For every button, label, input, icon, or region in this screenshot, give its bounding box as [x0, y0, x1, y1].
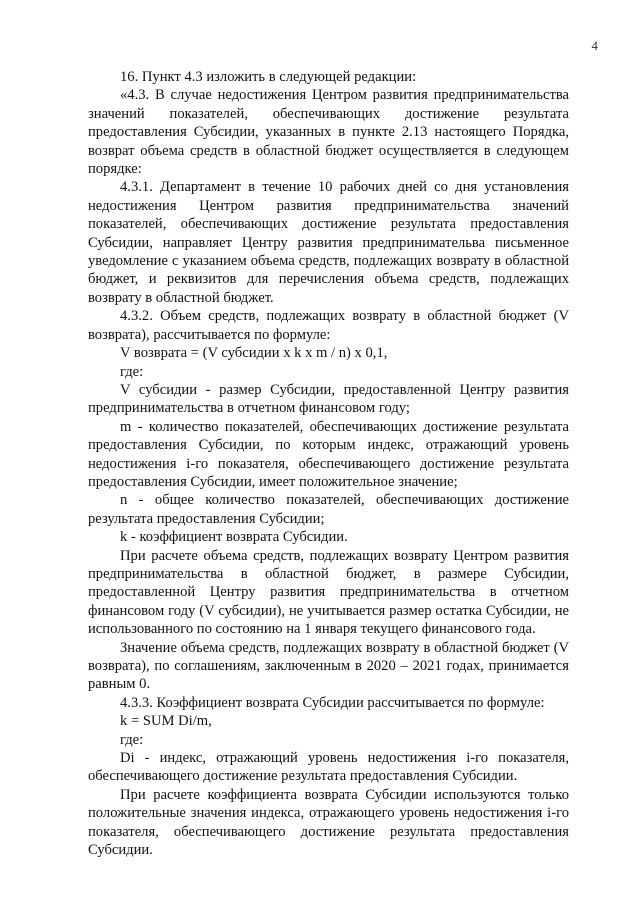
- paragraph-4-3-3: 4.3.3. Коэффициент возврата Субсидии рассчитывается по формуле:: [120, 694, 545, 711]
- paragraph-4-3-1: 4.3.1. Департамент в течение 10 рабочих дней со дня установления недостижения Центром развития предпринимательства значений показателей, обеспечивающих достижение результата предоставления Субсидии, направляет Центру развития предпринимательва письменное уведомление с указанием объема средств, подлежащих возврату в областной бюджет, и реквизитов для перечисления объема средств, подлежащих возврату в областной бюджет.: [88, 179, 569, 306]
- formula-v-return: V возврата = (V субсидии x k x m / n) x 0,1,: [120, 345, 388, 362]
- definition-di: Di - индекс, отражающий уровень недостижения i-го показателя, обеспечивающего достижение результата предоставления Субсидии.: [88, 750, 569, 785]
- paragraph-positive-index: При расчете коэффициента возврата Субсидии используются только положительные значения индекса, отражающего уровень недостижения i-го показателя, обеспечивающего достижение результата предоставления Субсидии.: [88, 786, 569, 859]
- document-body: [88, 68, 569, 859]
- where-label: где:: [120, 363, 144, 380]
- paragraph-subsidy-remainder: При расчете объема средств, подлежащих возврату Центром развития предпринимательства в областной бюджет, в размере Субсидии, предоставленной Центру развития предпринимательства в отчетном финансовом году (V субсидии), не учитывается размер остатка Субсидии, не использованного по состоянию на 1 января текущего финансового года.: [88, 547, 569, 638]
- formula-k: k = SUM Di/m,: [120, 713, 212, 730]
- paragraph-4-3-2: 4.3.2. Объем средств, подлежащих возврату в областной бюджет (V возврата), рассчитывается по формуле:: [88, 308, 569, 343]
- paragraph-item-16: 16. Пункт 4.3 изложить в следующей редакции:: [120, 69, 417, 85]
- definition-n: n - общее количество показателей, обеспечивающих достижение результата предоставления Субсидии;: [88, 492, 569, 527]
- definition-m: m - количество показателей, обеспечивающих достижение результата предоставления Субсидии, по которым индекс, отражающий уровень недостижения i-го показателя, обеспечивающего достижение результата предоставления Субсидии, имеет положительное значение;: [88, 418, 569, 490]
- paragraph-4-3: «4.3. В случае недостижения Центром развития предпринимательства значений показателей, обеспечивающих достижение результата предоставления Субсидии, указанных в пункте 2.13 настоящего Порядка, возврат объема средств в областной бюджет осуществляется в следующем порядке:: [88, 87, 569, 178]
- where-label-2: где:: [120, 731, 144, 748]
- paragraph-zero-value: Значение объема средств, подлежащих возврату в областной бюджет (V возврата), по соглашениям, заключенным в 2020 – 2021 годах, принимается равным 0.: [88, 639, 569, 693]
- page-number: 4: [591, 38, 598, 53]
- definition-v-subsidy: V субсидии - размер Субсидии, предоставленной Центру развития предпринимательства в отчетном финансовом году;: [88, 381, 569, 417]
- definition-k: k - коэффициент возврата Субсидии.: [120, 529, 348, 546]
